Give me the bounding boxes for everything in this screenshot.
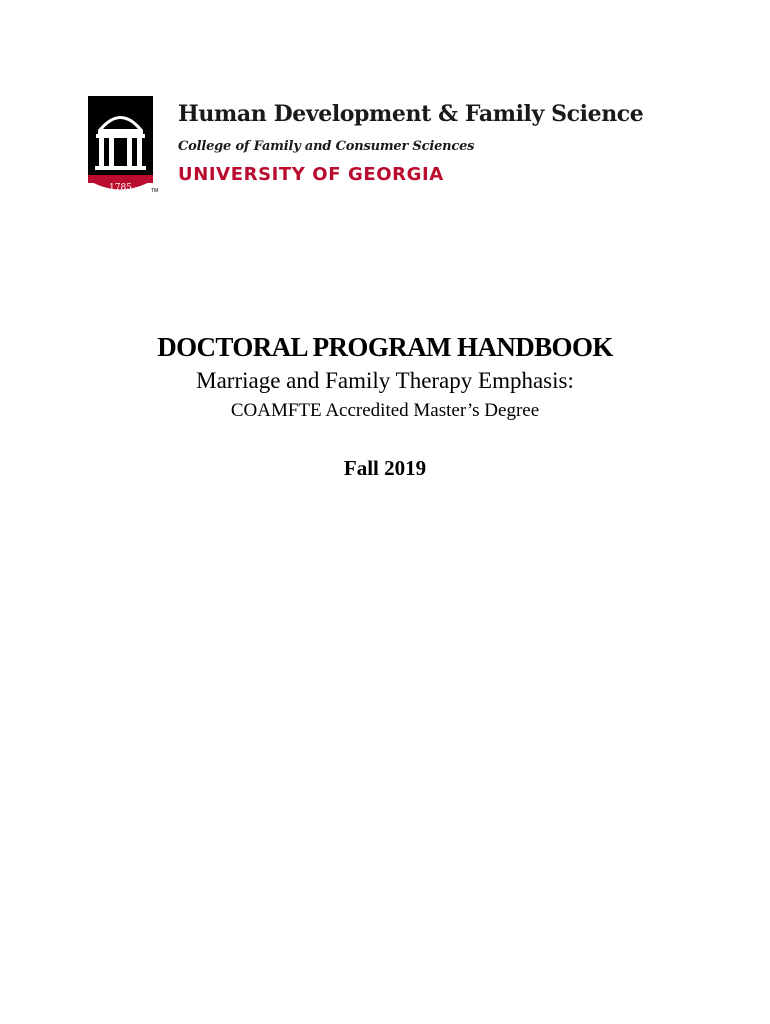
department-name: Human Development & Family Science bbox=[178, 101, 644, 127]
arch-icon bbox=[88, 96, 153, 197]
university-name: UNIVERSITY OF GEORGIA bbox=[178, 164, 444, 185]
trademark-mark: TM bbox=[151, 188, 159, 194]
document-subtitle: Marriage and Family Therapy Emphasis: bbox=[196, 368, 574, 393]
logo-year: 1785 bbox=[109, 183, 132, 193]
title-block bbox=[0, 330, 770, 482]
document-title: DOCTORAL PROGRAM HANDBOOK bbox=[157, 332, 613, 362]
college-name: College of Family and Consumer Sciences bbox=[178, 139, 475, 154]
document-term: Fall 2019 bbox=[343, 456, 427, 480]
document-subtitle-secondary: COAMFTE Accredited Master’s Degree bbox=[230, 400, 540, 421]
header bbox=[88, 96, 698, 202]
